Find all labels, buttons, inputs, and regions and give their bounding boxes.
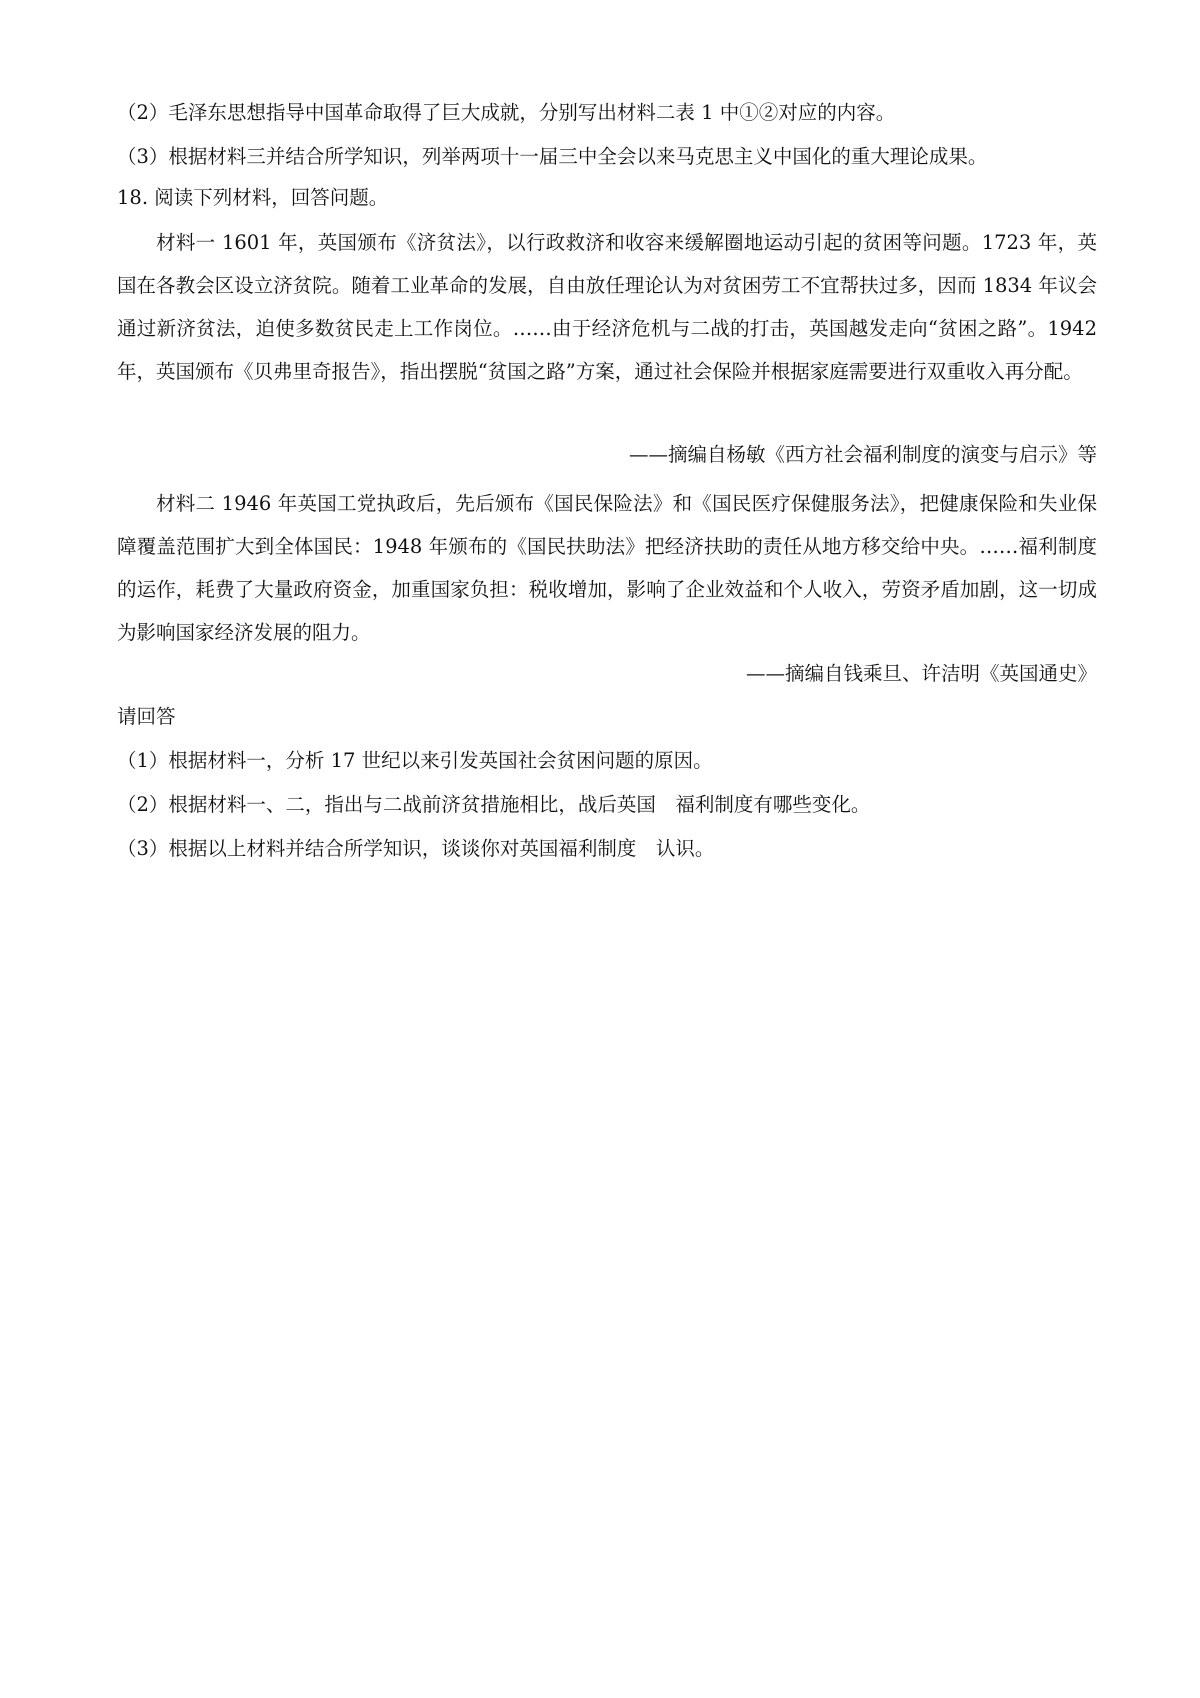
answer-prompt: 请回答	[117, 705, 176, 728]
question-18-heading: 18. 阅读下列材料，回答问题。	[117, 186, 389, 209]
sub-question-2: （2）根据材料一、二，指出与二战前济贫措施相比，战后英国 福利制度有哪些变化。	[117, 793, 871, 816]
material-two-source: ——摘编自钱乘旦、许洁明《英国通史》	[745, 662, 1097, 685]
material-one-source: ——摘编自杨敏《西方社会福利制度的演变与启示》等	[628, 443, 1097, 466]
question-3-text: （3）根据材料三并结合所学知识，列举两项十一届三中全会以来马克思主义中国化的重大理论成果。	[117, 145, 988, 168]
sub-question-1: （1）根据材料一，分析 17 世纪以来引发英国社会贫困问题的原因。	[117, 749, 713, 772]
material-two-paragraph: 材料二 1946 年英国工党执政后，先后颁布《国民保险法》和《国民医疗保健服务法》，把健康保险和失业保障覆盖范围扩大到全体国民：1948 年颁布的《国民扶助法》把经济扶助的责任从地方移交给中央。……福利制度的运作，耗费了大量政府资金，加重国家负担：税收增加，影响了企业效益和个人收入，劳资矛盾加剧，这一切成为影响国家经济发展的阻力。	[117, 492, 1097, 644]
sub-question-3: （3）根据以上材料并结合所学知识，谈谈你对英国福利制度 认识。	[117, 837, 715, 860]
question-2-text: （2）毛泽东思想指导中国革命取得了巨大成就，分别写出材料二表 1 中①②对应的内容。	[117, 101, 896, 124]
material-one-paragraph: 材料一 1601 年，英国颁布《济贫法》，以行政救济和收容来缓解圈地运动引起的贫困等问题。1723 年，英国在各教会区设立济贫院。随着工业革命的发展，自由放任理论认为对贫困劳工不宜帮扶过多，因而 1834 年议会通过新济贫法，迫使多数贫民走上工作岗位。……由于经济危机与二战的打击，英国越发走向“贫困之路”。1942 年，英国颁布《贝弗里奇报告》，指出摆脱“贫国之路”方案，通过社会保险并根据家庭需要进行双重收入再分配。	[117, 231, 1097, 383]
